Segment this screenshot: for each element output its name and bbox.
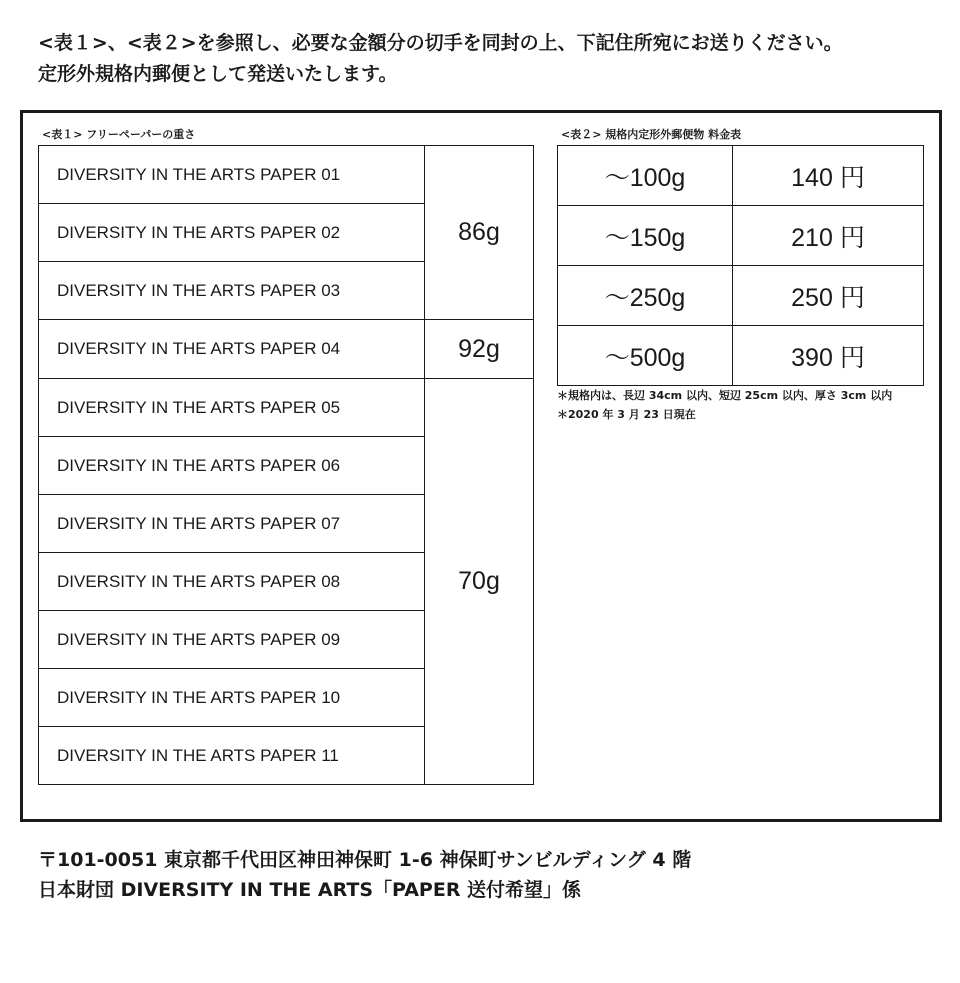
postage-price: 210 円 [733, 206, 924, 266]
address-line-2: 日本財団 DIVERSITY IN THE ARTS「PAPER 送付希望」係 [38, 879, 582, 901]
postage-notes [557, 386, 892, 424]
weight-range: 〜250g [558, 266, 733, 326]
note-size-limit: ＊規格内は、長辺 34cm 以内、短辺 25cm 以内、厚さ 3cm 以内 [557, 389, 893, 402]
note-date: ＊2020 年 3 月 23 日現在 [557, 408, 696, 421]
postage-price: 390 円 [733, 326, 924, 386]
paper-name: DIVERSITY IN THE ARTS PAPER 11 [39, 727, 425, 785]
table-row [558, 146, 924, 206]
paper-name: DIVERSITY IN THE ARTS PAPER 09 [39, 611, 425, 669]
paper-name: DIVERSITY IN THE ARTS PAPER 04 [39, 320, 425, 379]
intro-text [38, 28, 938, 90]
paper-weight-table [38, 145, 534, 785]
weight-range: 〜150g [558, 206, 733, 266]
weight-cell: 92g [425, 320, 534, 379]
paper-name: DIVERSITY IN THE ARTS PAPER 07 [39, 495, 425, 553]
table1-caption: <表１> フリーペーパーの重さ [42, 128, 196, 141]
table-row [39, 379, 534, 437]
postage-rate-table [557, 145, 924, 386]
paper-name: DIVERSITY IN THE ARTS PAPER 05 [39, 379, 425, 437]
table-row [39, 146, 534, 204]
table-row [558, 206, 924, 266]
intro-line-1: <表１>、<表２>を参照し、必要な金額分の切手を同封の上、下記住所宛にお送りください。 [38, 32, 843, 54]
weight-range: 〜500g [558, 326, 733, 386]
postage-price: 250 円 [733, 266, 924, 326]
paper-name: DIVERSITY IN THE ARTS PAPER 06 [39, 437, 425, 495]
weight-cell: 86g [425, 146, 534, 320]
weight-cell: 70g [425, 379, 534, 785]
table2-caption: <表２> 規格内定形外郵便物 料金表 [561, 128, 742, 141]
mailing-address [38, 845, 691, 905]
table-row [558, 266, 924, 326]
table-row [39, 320, 534, 379]
paper-name: DIVERSITY IN THE ARTS PAPER 10 [39, 669, 425, 727]
address-line-1: 〒101-0051 東京都千代田区神田神保町 1-6 神保町サンビルディング 4 階 [38, 849, 692, 871]
paper-name: DIVERSITY IN THE ARTS PAPER 02 [39, 204, 425, 262]
intro-line-2: 定形外規格内郵便として発送いたします。 [38, 63, 398, 85]
paper-name: DIVERSITY IN THE ARTS PAPER 01 [39, 146, 425, 204]
table-row [558, 326, 924, 386]
weight-range: 〜100g [558, 146, 733, 206]
postage-price: 140 円 [733, 146, 924, 206]
paper-name: DIVERSITY IN THE ARTS PAPER 08 [39, 553, 425, 611]
paper-name: DIVERSITY IN THE ARTS PAPER 03 [39, 262, 425, 320]
